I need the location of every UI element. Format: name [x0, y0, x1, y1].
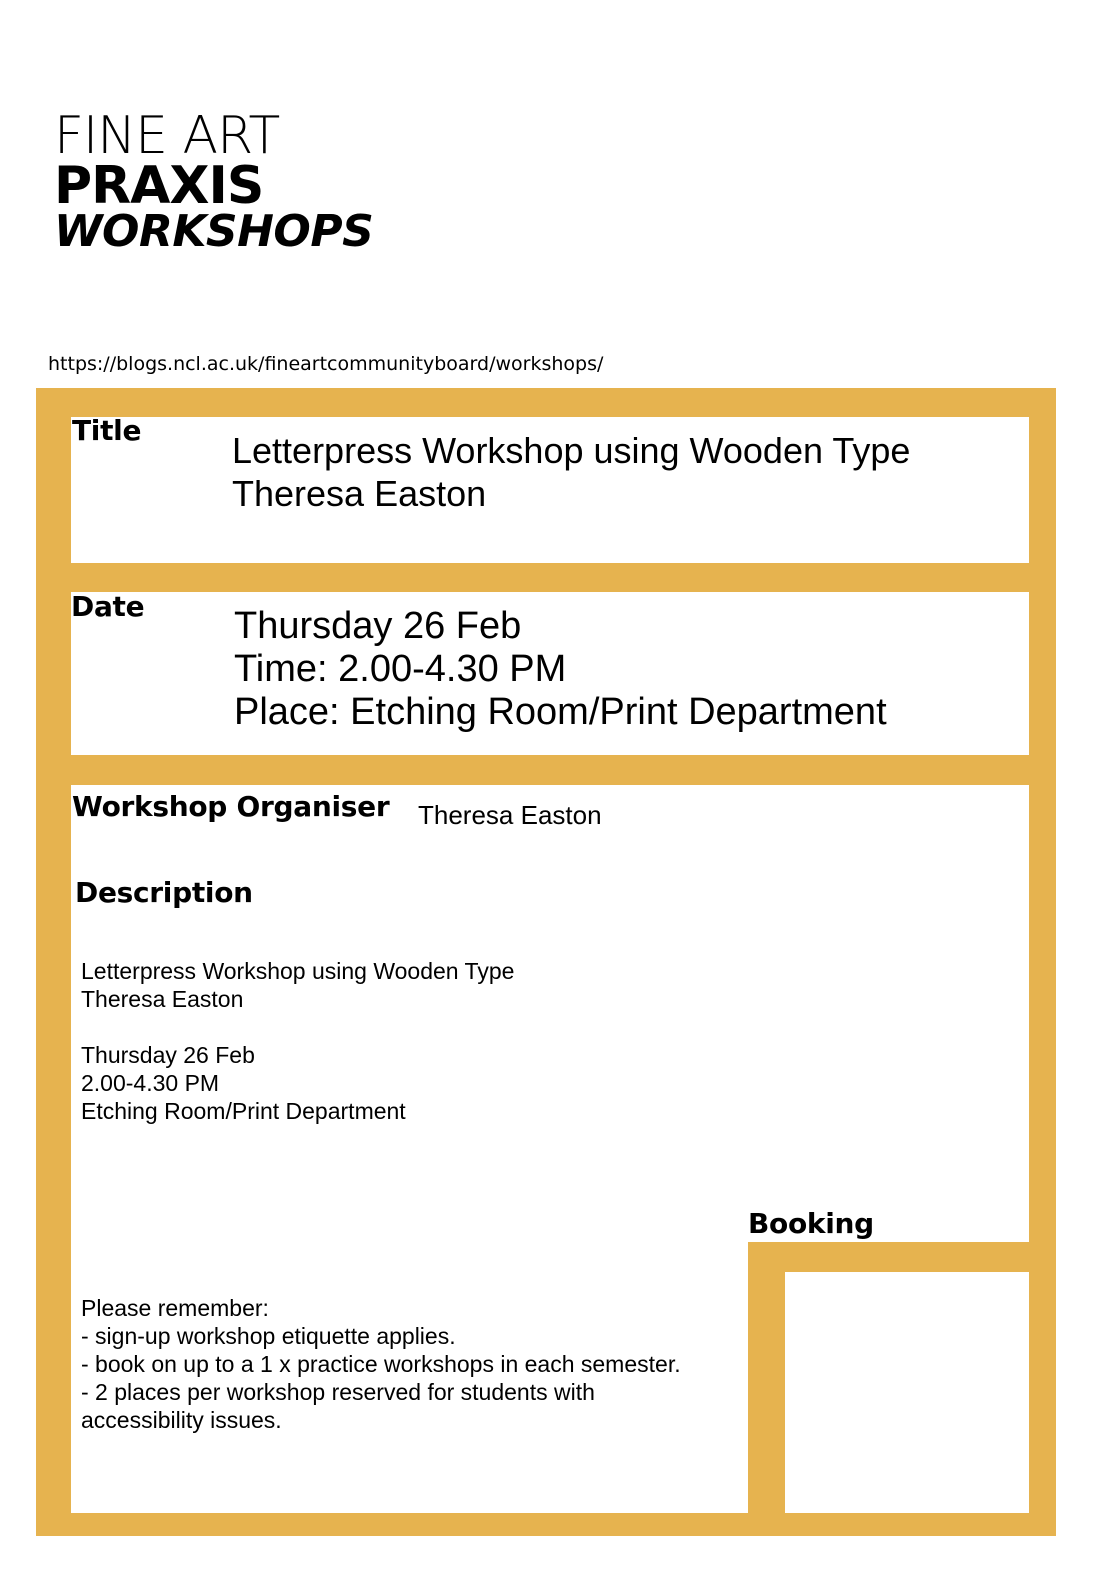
workshop-title — [232, 429, 910, 515]
description-text — [81, 957, 514, 1125]
logo-line-workshops: WORKSHOPS — [54, 206, 374, 257]
reminder-line: - book on up to a 1 x practice workshops in each semester. — [81, 1351, 681, 1377]
workshop-title-line: Letterpress Workshop using Wooden Type — [232, 430, 911, 471]
time-line: Time: 2.00-4.30 PM — [234, 648, 567, 690]
logo-line-praxis: PRAXIS — [54, 156, 264, 216]
organiser-value: Theresa Easton — [418, 800, 602, 830]
date-label: Date — [71, 590, 145, 623]
description-line: Theresa Easton — [81, 986, 244, 1012]
title-label: Title — [72, 414, 142, 447]
logo-line-fine-art: FINE ART — [54, 106, 280, 166]
date-line: Thursday 26 Feb — [234, 605, 522, 647]
reminder-line: accessibility issues. — [81, 1407, 282, 1433]
description-line: Thursday 26 Feb — [81, 1042, 255, 1068]
date-details — [234, 605, 887, 734]
description-label: Description — [75, 876, 253, 909]
description-line: Etching Room/Print Department — [81, 1098, 406, 1124]
organiser-label: Workshop Organiser — [72, 790, 390, 823]
workshops-url[interactable]: https://blogs.ncl.ac.uk/fineartcommunityboard/workshops/ — [48, 353, 604, 375]
booking-label: Booking — [748, 1207, 874, 1240]
description-line: 2.00-4.30 PM — [81, 1070, 220, 1096]
reminder-line: - 2 places per workshop reserved for students with — [81, 1379, 595, 1405]
description-line — [81, 1013, 514, 1041]
workshop-title-line: Theresa Easton — [232, 473, 487, 514]
reminder-line: Please remember: — [81, 1295, 269, 1321]
description-line: Letterpress Workshop using Wooden Type — [81, 958, 515, 984]
reminder-line: - sign-up workshop etiquette applies. — [81, 1323, 456, 1349]
reminder-text — [81, 1294, 681, 1434]
booking-box[interactable] — [785, 1272, 1029, 1513]
place-line: Place: Etching Room/Print Department — [234, 691, 887, 733]
